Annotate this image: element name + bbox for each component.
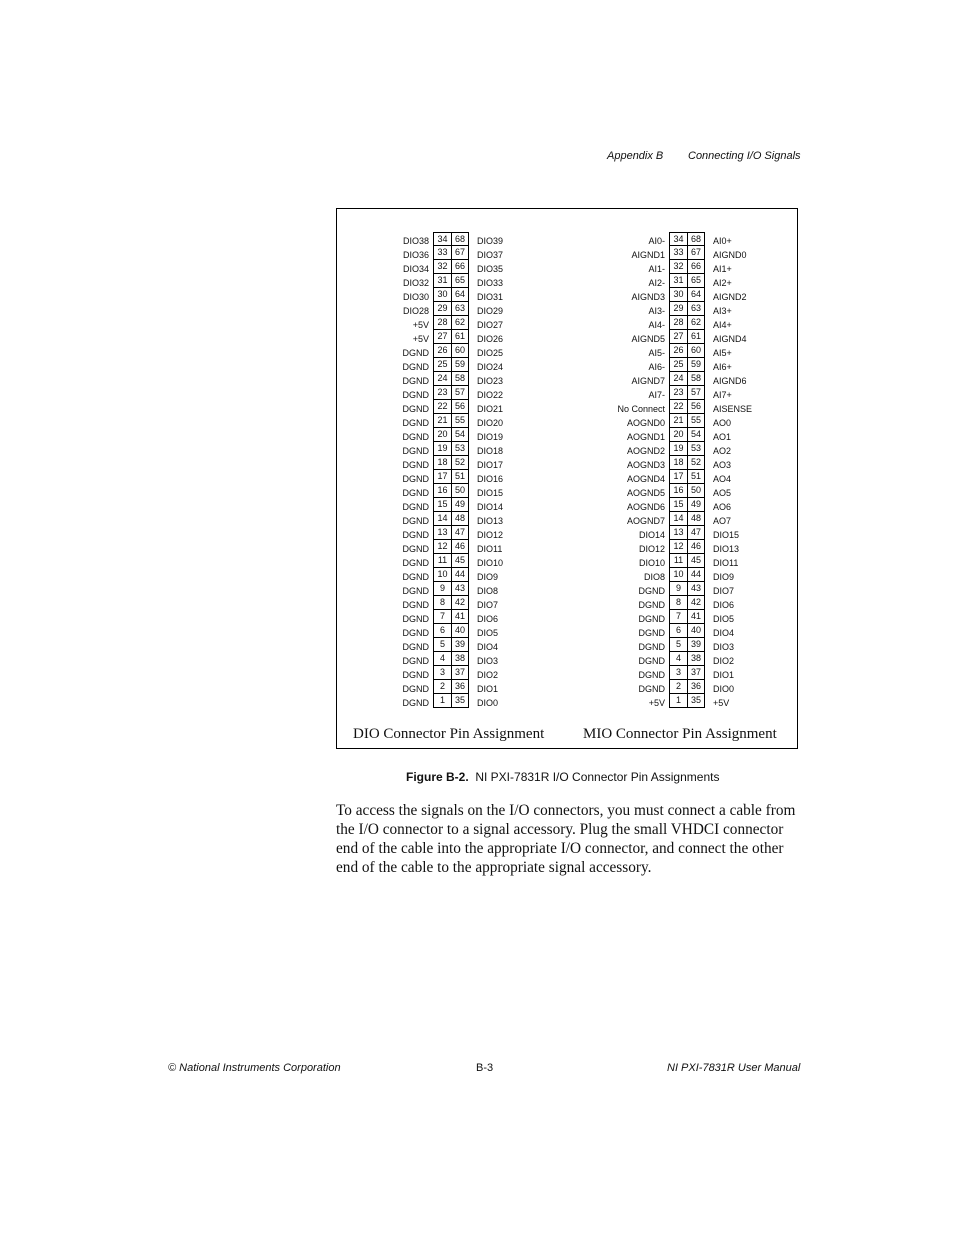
pin-signal-label: DIO8 <box>643 572 665 582</box>
pin-signal-label: DIO14 <box>638 530 665 540</box>
pin-signal-label: AIGND7 <box>631 376 665 386</box>
pin-number: 64 <box>451 288 469 302</box>
pin-number: 33 <box>433 246 451 260</box>
pin-number: 36 <box>451 680 469 694</box>
pin-number: 53 <box>451 442 469 456</box>
pin-number: 48 <box>451 512 469 526</box>
pin-signal-label: DIO10 <box>477 558 504 568</box>
pin-signal-label: AO6 <box>713 502 732 512</box>
pin-number: 37 <box>451 666 469 680</box>
pin-number: 66 <box>687 260 705 274</box>
pin-signal-label: DGND <box>402 376 429 386</box>
pin-number: 26 <box>433 344 451 358</box>
footer-copyright: © National Instruments Corporation <box>168 1062 341 1074</box>
pin-number: 9 <box>433 582 451 596</box>
pin-number: 19 <box>669 442 687 456</box>
pin-signal-label: DIO15 <box>477 488 504 498</box>
pin-number: 45 <box>687 554 705 568</box>
pin-number: 27 <box>433 330 451 344</box>
mio-connector-caption: MIO Connector Pin Assignment <box>583 726 777 742</box>
pin-number: 60 <box>451 344 469 358</box>
pin-signal-label: DIO29 <box>477 306 504 316</box>
pin-signal-label: AIGND0 <box>713 250 747 260</box>
pin-signal-label: AIGND4 <box>713 334 747 344</box>
pin-number: 30 <box>669 288 687 302</box>
pin-signal-label: AIGND3 <box>631 292 665 302</box>
pin-signal-label: DGND <box>402 432 429 442</box>
header-section: Connecting I/O Signals <box>688 150 801 162</box>
pin-signal-label: +5V <box>412 320 429 330</box>
pin-number: 38 <box>687 652 705 666</box>
pin-number: 39 <box>687 638 705 652</box>
pin-number: 10 <box>669 568 687 582</box>
pin-number: 57 <box>451 386 469 400</box>
pin-signal-label: DGND <box>402 348 429 358</box>
pin-number: 29 <box>669 302 687 316</box>
pin-signal-label: DGND <box>402 544 429 554</box>
pin-number: 23 <box>669 386 687 400</box>
pin-signal-label: AOGND4 <box>626 474 665 484</box>
footer-page-number: B-3 <box>476 1062 494 1074</box>
pin-number: 5 <box>433 638 451 652</box>
pin-number: 1 <box>433 694 451 708</box>
pin-number: 49 <box>687 498 705 512</box>
pin-number: 67 <box>451 246 469 260</box>
pin-signal-label: DGND <box>402 502 429 512</box>
pin-signal-label: DIO6 <box>477 614 499 624</box>
pin-signal-label: DIO3 <box>713 642 735 652</box>
pin-number: 55 <box>687 414 705 428</box>
pin-number: 27 <box>669 330 687 344</box>
pin-signal-label: DGND <box>402 404 429 414</box>
pin-number: 12 <box>669 540 687 554</box>
pin-number: 14 <box>433 512 451 526</box>
pin-signal-label: DIO2 <box>477 670 499 680</box>
pin-number: 4 <box>669 652 687 666</box>
pin-signal-label: AI1- <box>648 264 665 274</box>
pin-number: 62 <box>687 316 705 330</box>
pin-signal-label: AI6- <box>648 362 665 372</box>
pin-signal-label: AIGND1 <box>631 250 665 260</box>
pin-number: 16 <box>433 484 451 498</box>
pin-number: 8 <box>669 596 687 610</box>
pin-number: 36 <box>687 680 705 694</box>
pin-signal-label: AO0 <box>713 418 732 428</box>
header-appendix: Appendix B <box>607 150 664 162</box>
pin-signal-label: No Connect <box>617 404 665 414</box>
pin-number: 20 <box>433 428 451 442</box>
pin-number: 13 <box>433 526 451 540</box>
pin-signal-label: DGND <box>638 642 665 652</box>
pin-number: 52 <box>687 456 705 470</box>
pin-signal-label: AIGND5 <box>631 334 665 344</box>
pin-signal-label: DIO0 <box>713 684 735 694</box>
pin-number: 34 <box>433 232 451 246</box>
pin-signal-label: AO3 <box>713 460 732 470</box>
pin-number: 51 <box>687 470 705 484</box>
pin-signal-label: AI0+ <box>713 236 732 246</box>
pin-signal-label: DIO33 <box>477 278 504 288</box>
pin-number: 58 <box>451 372 469 386</box>
pin-signal-label: DGND <box>402 628 429 638</box>
pin-number: 41 <box>451 610 469 624</box>
pin-number: 18 <box>433 456 451 470</box>
pin-number: 8 <box>433 596 451 610</box>
pin-signal-label: AI4+ <box>713 320 732 330</box>
pin-signal-label: AI0- <box>648 236 665 246</box>
pin-number: 24 <box>669 372 687 386</box>
pin-number: 56 <box>451 400 469 414</box>
pin-signal-label: DIO30 <box>402 292 429 302</box>
pin-number: 55 <box>451 414 469 428</box>
pin-number: 32 <box>669 260 687 274</box>
pin-number: 21 <box>669 414 687 428</box>
pin-signal-label: DIO11 <box>713 558 739 568</box>
pin-signal-label: DIO20 <box>477 418 504 428</box>
pin-number: 59 <box>687 358 705 372</box>
pin-number: 7 <box>433 610 451 624</box>
pin-signal-label: AOGND1 <box>626 432 665 442</box>
pin-signal-label: AI5- <box>648 348 665 358</box>
pin-signal-label: DGND <box>402 390 429 400</box>
pin-signal-label: DIO7 <box>477 600 499 610</box>
pin-number: 44 <box>451 568 469 582</box>
pin-assignment-figure <box>336 208 798 749</box>
pin-signal-label: DIO35 <box>477 264 504 274</box>
pin-number: 26 <box>669 344 687 358</box>
pin-number: 17 <box>669 470 687 484</box>
pin-number: 16 <box>669 484 687 498</box>
pin-signal-label: DIO0 <box>477 698 499 708</box>
pin-number: 28 <box>433 316 451 330</box>
pin-number: 10 <box>433 568 451 582</box>
pin-signal-label: DIO5 <box>477 628 499 638</box>
pin-number: 66 <box>451 260 469 274</box>
pin-number: 29 <box>433 302 451 316</box>
pin-number: 18 <box>669 456 687 470</box>
pin-signal-label: DGND <box>638 586 665 596</box>
pin-signal-label: DIO6 <box>713 600 735 610</box>
pin-signal-label: DGND <box>638 614 665 624</box>
pin-signal-label: AI7+ <box>713 390 732 400</box>
pin-signal-label: DIO23 <box>477 376 504 386</box>
pin-signal-label: AOGND2 <box>626 446 665 456</box>
pin-signal-label: AISENSE <box>713 404 753 414</box>
pin-signal-label: AIGND6 <box>713 376 747 386</box>
pin-number: 3 <box>669 666 687 680</box>
pin-signal-label: AO1 <box>713 432 732 442</box>
pin-signal-label: DGND <box>402 698 429 708</box>
pin-signal-label: DGND <box>402 418 429 428</box>
pin-number: 25 <box>669 358 687 372</box>
pin-number: 63 <box>451 302 469 316</box>
pin-signal-label: AOGND7 <box>626 516 665 526</box>
pin-signal-label: DIO24 <box>477 362 504 372</box>
pin-number: 15 <box>433 498 451 512</box>
pin-signal-label: +5V <box>648 698 665 708</box>
pin-number: 42 <box>687 596 705 610</box>
pin-signal-label: DGND <box>402 530 429 540</box>
pin-number: 11 <box>433 554 451 568</box>
pin-signal-label: AO2 <box>713 446 732 456</box>
pin-signal-label: DIO13 <box>477 516 504 526</box>
pin-number: 40 <box>451 624 469 638</box>
pin-number: 41 <box>687 610 705 624</box>
pin-signal-label: DGND <box>638 684 665 694</box>
pin-signal-label: AOGND3 <box>626 460 665 470</box>
pin-number: 57 <box>687 386 705 400</box>
pin-signal-label: DIO2 <box>713 656 735 666</box>
mio-connector-diagram <box>337 209 797 748</box>
pin-number: 7 <box>669 610 687 624</box>
pin-number: 65 <box>687 274 705 288</box>
pin-number: 11 <box>669 554 687 568</box>
pin-number: 23 <box>433 386 451 400</box>
pin-signal-label: DIO7 <box>713 586 735 596</box>
pin-number: 6 <box>433 624 451 638</box>
pin-number: 35 <box>451 694 469 708</box>
pin-signal-label: DIO1 <box>713 670 735 680</box>
pin-signal-label: AI3+ <box>713 306 732 316</box>
pin-signal-label: DIO13 <box>713 544 740 554</box>
pin-signal-label: DIO4 <box>713 628 735 638</box>
pin-signal-label: AOGND0 <box>626 418 665 428</box>
pin-number: 46 <box>687 540 705 554</box>
pin-number: 51 <box>451 470 469 484</box>
pin-number: 61 <box>451 330 469 344</box>
pin-signal-label: DIO32 <box>402 278 429 288</box>
pin-number: 68 <box>451 232 469 246</box>
pin-number: 44 <box>687 568 705 582</box>
pin-signal-label: DGND <box>638 656 665 666</box>
pin-signal-label: DGND <box>402 684 429 694</box>
pin-number: 43 <box>451 582 469 596</box>
pin-signal-label: DIO34 <box>402 264 429 274</box>
pin-signal-label: DIO39 <box>477 236 504 246</box>
pin-signal-label: DGND <box>638 670 665 680</box>
pin-signal-label: AI2+ <box>713 278 732 288</box>
pin-number: 28 <box>669 316 687 330</box>
pin-signal-label: DIO15 <box>713 530 740 540</box>
pin-number: 38 <box>451 652 469 666</box>
pin-number: 30 <box>433 288 451 302</box>
pin-signal-label: DGND <box>402 460 429 470</box>
pin-number: 50 <box>687 484 705 498</box>
pin-signal-label: DGND <box>402 446 429 456</box>
pin-signal-label: AO5 <box>713 488 732 498</box>
pin-number: 39 <box>451 638 469 652</box>
pin-signal-label: +5V <box>713 698 730 708</box>
pin-number: 52 <box>451 456 469 470</box>
pin-signal-label: AI5+ <box>713 348 732 358</box>
pin-signal-label: DGND <box>402 614 429 624</box>
pin-number: 31 <box>669 274 687 288</box>
pin-number: 20 <box>669 428 687 442</box>
pin-signal-label: DIO36 <box>402 250 429 260</box>
pin-signal-label: DIO8 <box>477 586 499 596</box>
pin-signal-label: DIO22 <box>477 390 504 400</box>
pin-signal-label: DIO21 <box>477 404 504 414</box>
pin-signal-label: DGND <box>402 670 429 680</box>
pin-number: 47 <box>451 526 469 540</box>
pin-number: 59 <box>451 358 469 372</box>
pin-signal-label: AI1+ <box>713 264 732 274</box>
dio-connector-caption: DIO Connector Pin Assignment <box>353 726 545 742</box>
pin-signal-label: DIO28 <box>402 306 429 316</box>
pin-number: 22 <box>433 400 451 414</box>
pin-signal-label: DGND <box>402 474 429 484</box>
pin-number: 19 <box>433 442 451 456</box>
pin-signal-label: DGND <box>402 488 429 498</box>
pin-number: 33 <box>669 246 687 260</box>
pin-signal-label: AOGND5 <box>626 488 665 498</box>
pin-signal-label: DIO12 <box>638 544 665 554</box>
pin-signal-label: DIO18 <box>477 446 504 456</box>
pin-signal-label: DGND <box>402 362 429 372</box>
pin-signal-label: DIO26 <box>477 334 504 344</box>
pin-number: 6 <box>669 624 687 638</box>
pin-number: 37 <box>687 666 705 680</box>
pin-signal-label: DIO38 <box>402 236 429 246</box>
pin-signal-label: AI3- <box>648 306 665 316</box>
pin-number: 46 <box>451 540 469 554</box>
pin-signal-label: DIO19 <box>477 432 504 442</box>
pin-number: 54 <box>687 428 705 442</box>
pin-signal-label: DGND <box>402 642 429 652</box>
pin-signal-label: DGND <box>402 558 429 568</box>
pin-signal-label: DIO12 <box>477 530 504 540</box>
pin-signal-label: DGND <box>638 600 665 610</box>
pin-number: 13 <box>669 526 687 540</box>
pin-number: 63 <box>687 302 705 316</box>
pin-number: 22 <box>669 400 687 414</box>
pin-number: 48 <box>687 512 705 526</box>
pin-number: 62 <box>451 316 469 330</box>
pin-signal-label: AI7- <box>648 390 665 400</box>
pin-number: 17 <box>433 470 451 484</box>
pin-number: 35 <box>687 694 705 708</box>
pin-signal-label: DIO1 <box>477 684 499 694</box>
pin-number: 42 <box>451 596 469 610</box>
pin-number: 49 <box>451 498 469 512</box>
pin-signal-label: DIO4 <box>477 642 499 652</box>
pin-signal-label: DGND <box>402 656 429 666</box>
figure-number: Figure B-2. <box>406 770 469 784</box>
pin-number: 60 <box>687 344 705 358</box>
pin-signal-label: DIO14 <box>477 502 504 512</box>
body-paragraph: To access the signals on the I/O connectors, you must connect a cable from the I/O connector to a signal accessory. Plug the small VHDCI connector end of the cable into the appropriate I/O connector, and connect the other end of the cable to the appropriate signal accessory. <box>336 802 796 876</box>
pin-number: 64 <box>687 288 705 302</box>
pin-number: 68 <box>687 232 705 246</box>
pin-number: 5 <box>669 638 687 652</box>
pin-number: 58 <box>687 372 705 386</box>
pin-signal-label: DIO3 <box>477 656 499 666</box>
pin-number: 40 <box>687 624 705 638</box>
pin-signal-label: DIO5 <box>713 614 735 624</box>
pin-signal-label: DGND <box>402 516 429 526</box>
pin-number: 4 <box>433 652 451 666</box>
pin-number: 32 <box>433 260 451 274</box>
pin-number: 24 <box>433 372 451 386</box>
pin-signal-label: AO7 <box>713 516 732 526</box>
pin-signal-label: DIO31 <box>477 292 504 302</box>
figure-caption <box>406 770 719 784</box>
pin-number: 3 <box>433 666 451 680</box>
pin-signal-label: DGND <box>402 600 429 610</box>
pin-signal-label: DIO17 <box>477 460 504 470</box>
pin-number: 61 <box>687 330 705 344</box>
pin-signal-label: DIO10 <box>638 558 665 568</box>
pin-number: 12 <box>433 540 451 554</box>
pin-signal-label: DIO16 <box>477 474 504 484</box>
pin-signal-label: AIGND2 <box>713 292 747 302</box>
pin-signal-label: DIO11 <box>477 544 503 554</box>
pin-signal-label: AI4- <box>648 320 665 330</box>
pin-signal-label: AO4 <box>713 474 732 484</box>
pin-signal-label: DGND <box>402 586 429 596</box>
pin-number: 1 <box>669 694 687 708</box>
pin-number: 67 <box>687 246 705 260</box>
pin-signal-label: DGND <box>402 572 429 582</box>
pin-signal-label: AI6+ <box>713 362 732 372</box>
pin-signal-label: DGND <box>638 628 665 638</box>
pin-number: 53 <box>687 442 705 456</box>
pin-signal-label: DIO27 <box>477 320 504 330</box>
pin-number: 25 <box>433 358 451 372</box>
pin-number: 43 <box>687 582 705 596</box>
pin-number: 65 <box>451 274 469 288</box>
pin-number: 21 <box>433 414 451 428</box>
pin-number: 2 <box>669 680 687 694</box>
pin-signal-label: AI2- <box>648 278 665 288</box>
pin-signal-label: DIO25 <box>477 348 504 358</box>
pin-signal-label: DIO9 <box>713 572 735 582</box>
pin-number: 56 <box>687 400 705 414</box>
pin-signal-label: DIO9 <box>477 572 499 582</box>
pin-number: 50 <box>451 484 469 498</box>
pin-number: 9 <box>669 582 687 596</box>
footer-manual-title: NI PXI-7831R User Manual <box>667 1062 801 1074</box>
pin-number: 47 <box>687 526 705 540</box>
pin-number: 54 <box>451 428 469 442</box>
pin-number: 31 <box>433 274 451 288</box>
pin-signal-label: DIO37 <box>477 250 504 260</box>
pin-number: 15 <box>669 498 687 512</box>
pin-number: 45 <box>451 554 469 568</box>
pin-number: 34 <box>669 232 687 246</box>
figure-title: NI PXI-7831R I/O Connector Pin Assignments <box>475 770 720 784</box>
pin-number: 2 <box>433 680 451 694</box>
pin-signal-label: AOGND6 <box>626 502 665 512</box>
pin-signal-label: +5V <box>412 334 429 344</box>
pin-number: 14 <box>669 512 687 526</box>
